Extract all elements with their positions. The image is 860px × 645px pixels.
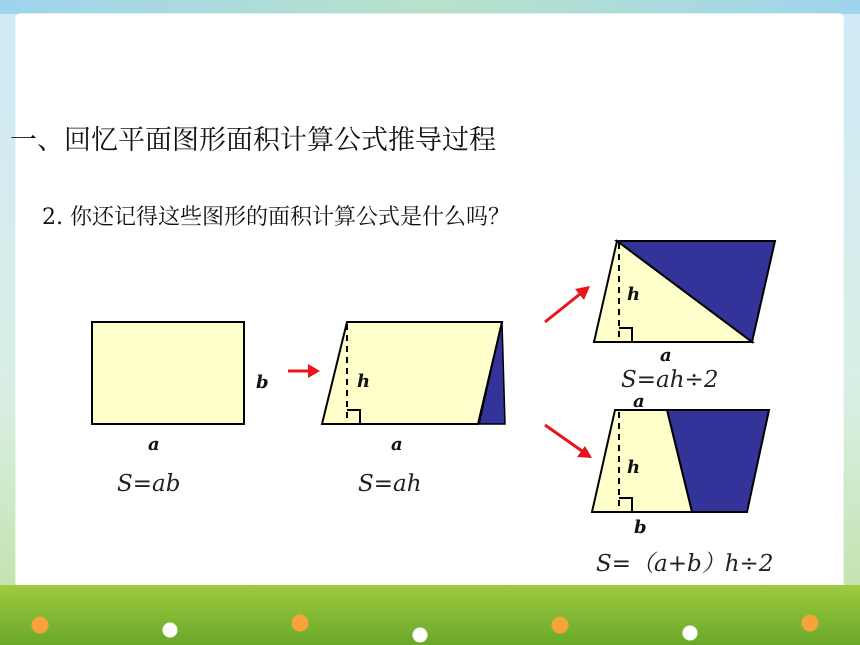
parallelogram-formula: S=ah <box>358 471 422 497</box>
parallelogram-height-label: h <box>357 371 371 392</box>
rectangle-side-label: b <box>256 372 269 393</box>
parallelogram-base-label: a <box>391 434 403 455</box>
trapezoid-top-label: a <box>633 391 645 412</box>
rectangle-shape <box>92 322 244 424</box>
page-title: 一、回忆平面图形面积计算公式推导过程 <box>10 125 496 156</box>
arrow-down-icon <box>545 425 592 458</box>
trapezoid-formula: S=（a+b）h÷2 <box>596 551 774 577</box>
triangle-formula: S=ah÷2 <box>621 367 719 393</box>
rectangle-base-label: a <box>148 434 160 455</box>
trapezoid-height-label: h <box>627 457 641 478</box>
triangle-base-label: a <box>660 345 672 366</box>
arrow-icon <box>288 364 320 378</box>
triangle-height-label: h <box>627 284 641 305</box>
arrow-up-icon <box>545 286 590 322</box>
trapezoid-bottom-label: b <box>634 517 647 538</box>
parallelogram-shape <box>322 322 502 424</box>
question-text: 2. 你还记得这些图形的面积计算公式是什么吗？ <box>42 205 510 230</box>
rectangle-formula: S=ab <box>117 471 181 497</box>
